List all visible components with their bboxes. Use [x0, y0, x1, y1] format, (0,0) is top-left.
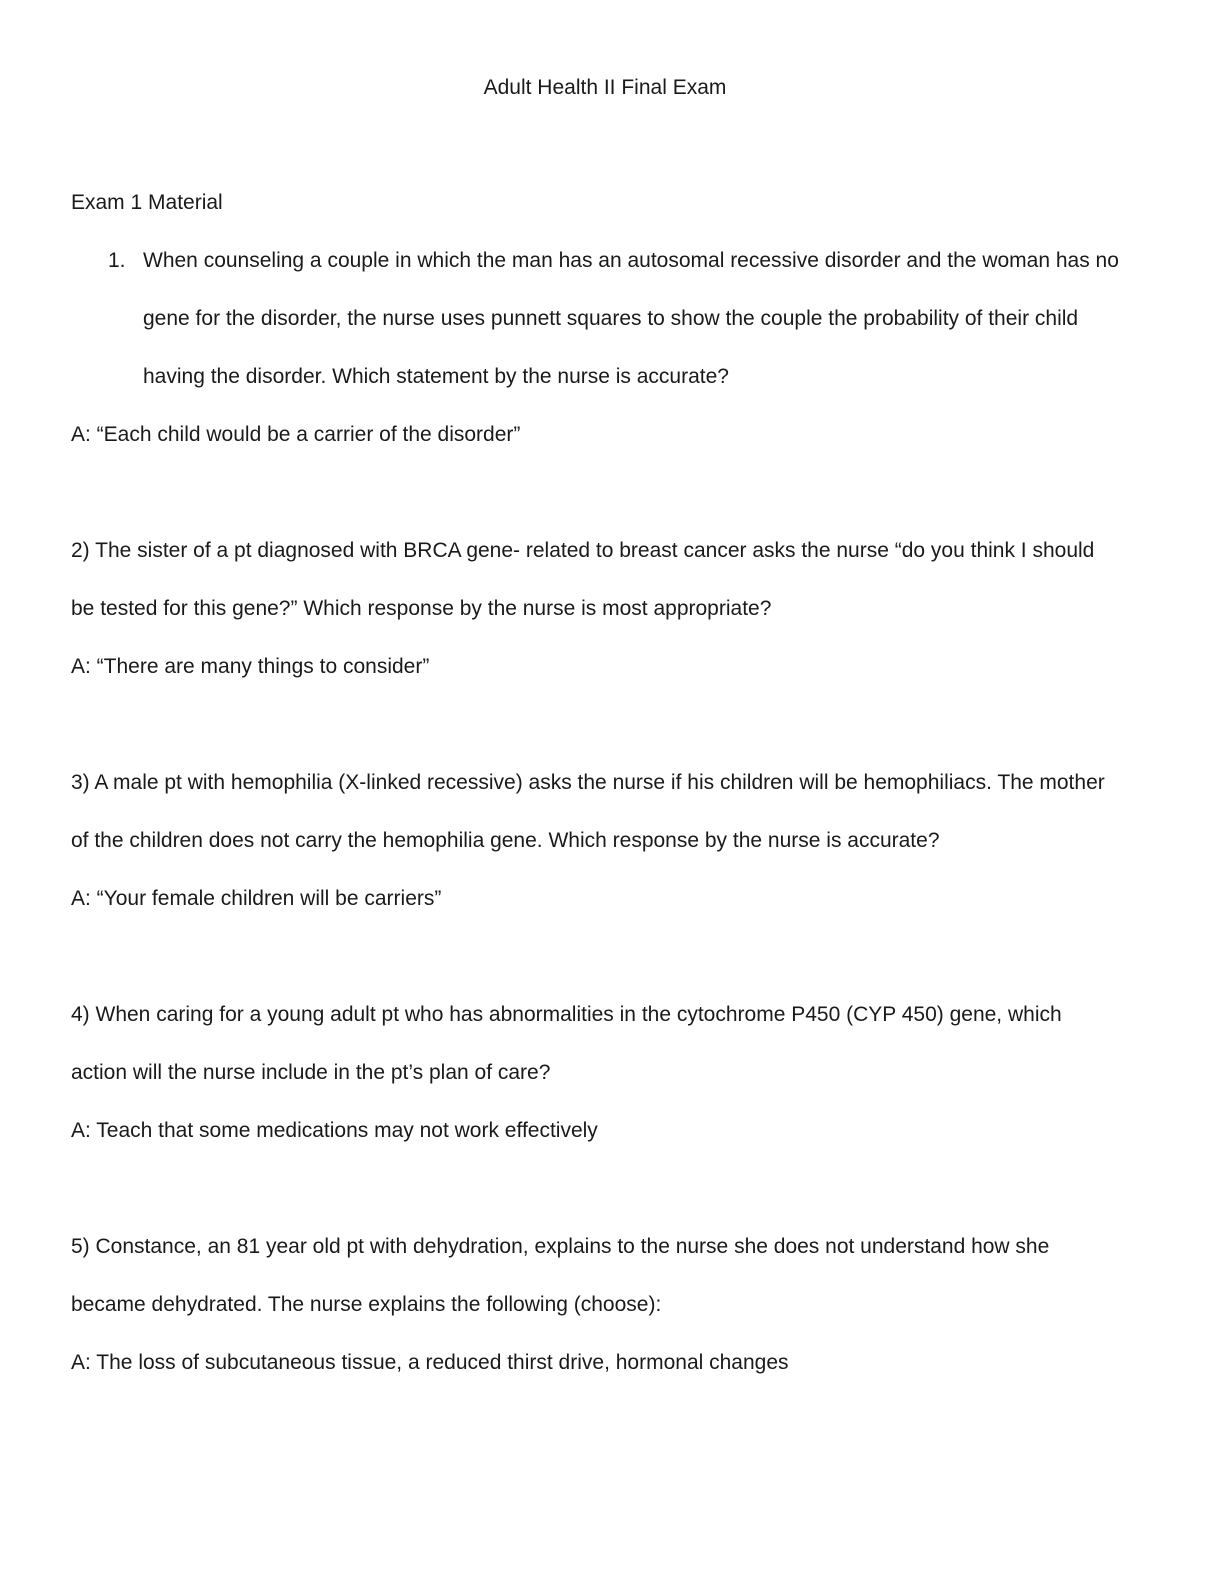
question-text-line: 3) A male pt with hemophilia (X-linked recessive) asks the nurse if his children will be hemophiliacs. The mother — [71, 771, 1105, 794]
answer-text: A: “There are many things to consider” — [71, 655, 430, 678]
section-heading: Exam 1 Material — [71, 191, 223, 214]
answer-text: A: “Each child would be a carrier of the disorder” — [71, 423, 521, 446]
question-text-line: be tested for this gene?” Which response by the nurse is most appropriate? — [71, 597, 772, 620]
question-text-line: gene for the disorder, the nurse uses punnett squares to show the couple the probability of their child — [143, 307, 1079, 330]
answer-text: A: Teach that some medications may not work effectively — [71, 1119, 598, 1142]
answer-text: A: “Your female children will be carriers” — [71, 887, 442, 910]
question-text-line: 4) When caring for a young adult pt who has abnormalities in the cytochrome P450 (CYP 450) gene, which — [71, 1003, 1062, 1026]
question-text-line: When counseling a couple in which the man has an autosomal recessive disorder and the woman has no — [143, 249, 1119, 272]
question-text-line: action will the nurse include in the pt’s plan of care? — [71, 1061, 551, 1084]
document-title: Adult Health II Final Exam — [483, 76, 727, 99]
question-text-line: became dehydrated. The nurse explains the following (choose): — [71, 1293, 662, 1316]
question-text-line: 5) Constance, an 81 year old pt with dehydration, explains to the nurse she does not understand how she — [71, 1235, 1050, 1258]
question-text-line: having the disorder. Which statement by the nurse is accurate? — [143, 365, 729, 388]
question-text-line: 2) The sister of a pt diagnosed with BRCA gene- related to breast cancer asks the nurse “do you think I should — [71, 539, 1095, 562]
question-number: 1. — [108, 249, 126, 272]
answer-text: A: The loss of subcutaneous tissue, a reduced thirst drive, hormonal changes — [71, 1351, 789, 1374]
question-text-line: of the children does not carry the hemophilia gene. Which response by the nurse is accurate? — [71, 829, 940, 852]
